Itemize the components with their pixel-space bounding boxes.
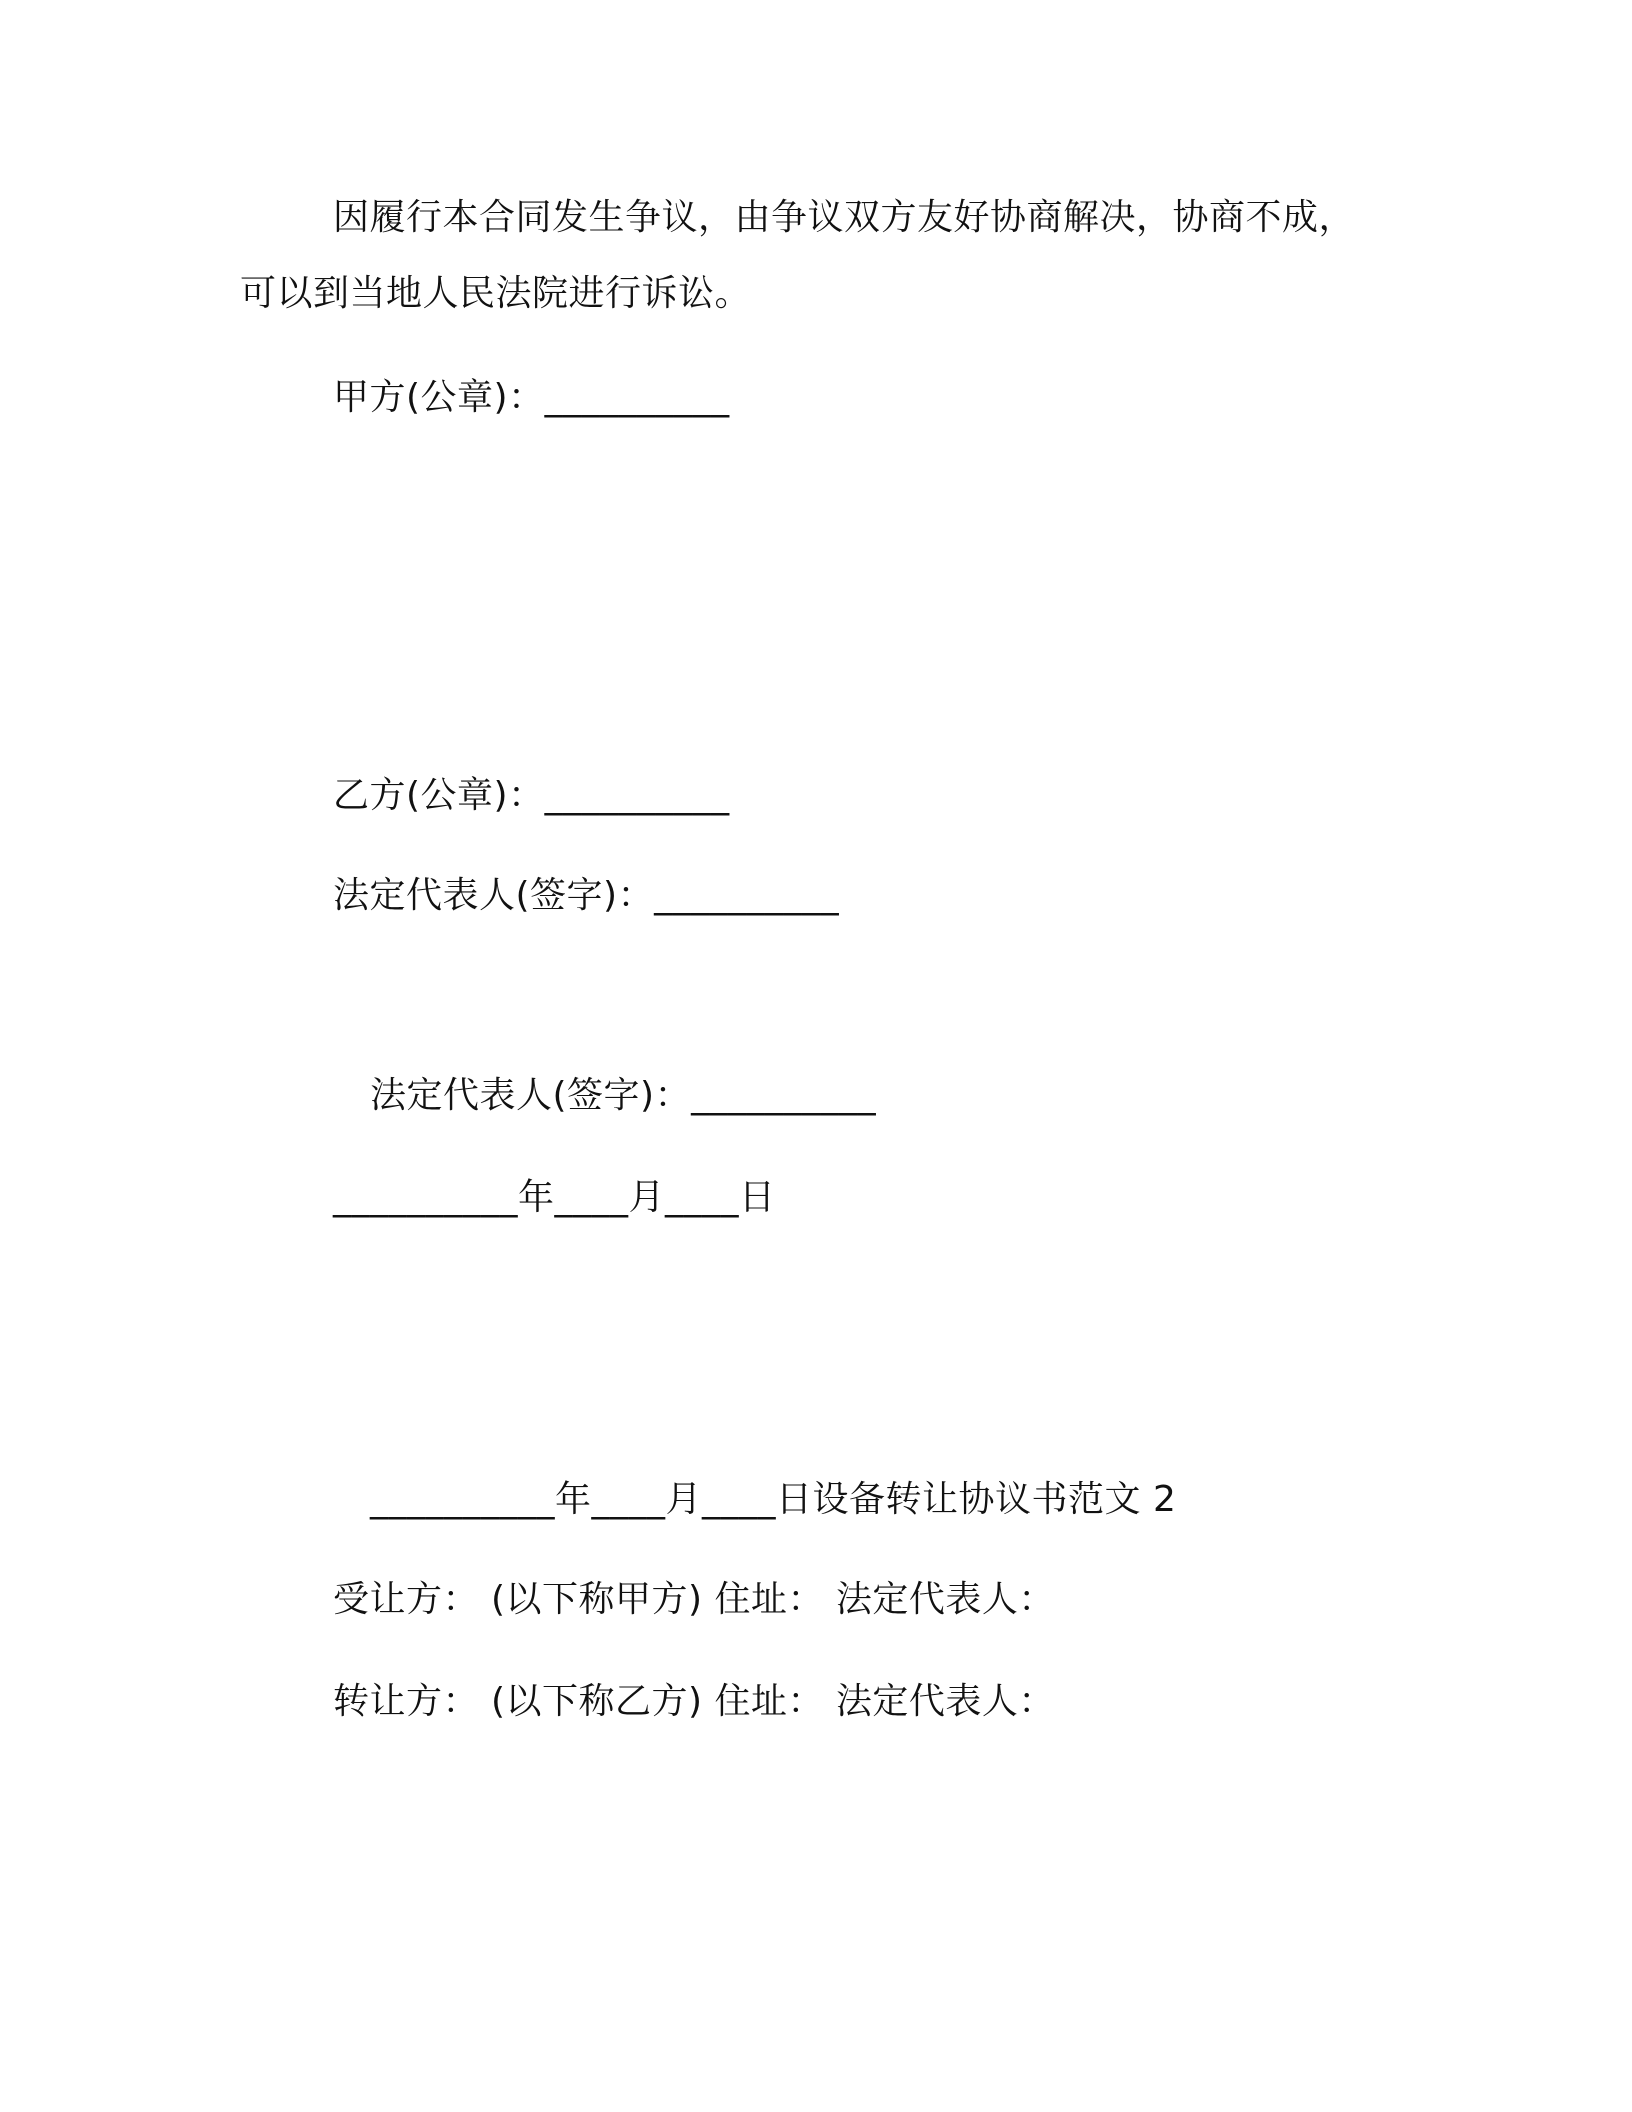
legal-representative-line-2: 法定代表人(签字)：__________	[370, 1075, 877, 1116]
date-line: __________年____月____日	[333, 1177, 776, 1218]
paragraph-line-2: 可以到当地人民法院进行诉讼。	[240, 273, 752, 314]
section-title-2: __________年____月____日设备转让协议书范文 2	[370, 1479, 1177, 1520]
paragraph-line-1: 因履行本合同发生争议，由争议双方友好协商解决，协商不成，	[333, 197, 1356, 238]
legal-representative-line-1: 法定代表人(签字)：__________	[333, 875, 840, 916]
transferor-line: 转让方： (以下称乙方) 住址： 法定代表人：	[333, 1681, 1055, 1722]
transferee-line: 受让方： (以下称甲方) 住址： 法定代表人：	[333, 1579, 1055, 1620]
party-a-seal-line: 甲方(公章)：__________	[333, 377, 730, 418]
party-b-seal-line: 乙方(公章)：__________	[333, 775, 730, 816]
